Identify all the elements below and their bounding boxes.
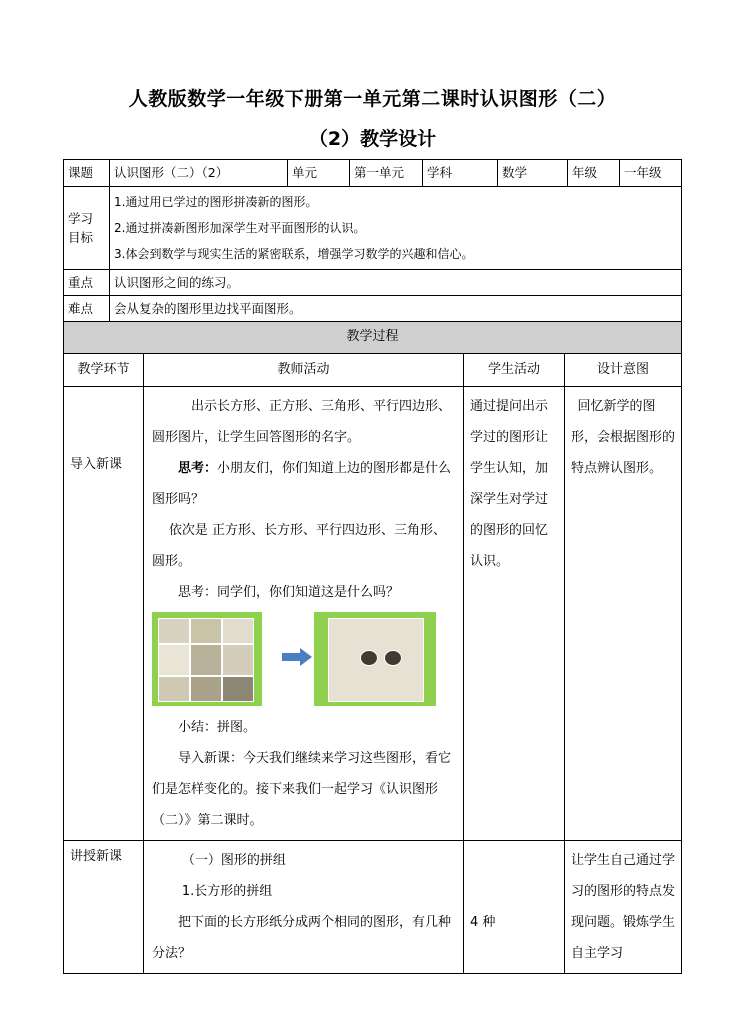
difficulty-value: 会从复杂的图形里边找平面图形。: [110, 296, 682, 322]
goal-item: 3.体会到数学与现实生活的紧密联系，增强学习数学的兴趣和信心。: [114, 247, 474, 261]
completed-puzzle-image: [314, 612, 436, 706]
subject-value: 数学: [498, 160, 568, 187]
doc-title-line1: 人教版数学一年级下册第一单元第二课时认识图形（二）: [128, 88, 617, 110]
think-text: 小朋友们，你们知道上边的图形都是什么图形吗？: [152, 461, 452, 507]
course-label: 课题: [64, 160, 110, 187]
think-question: [152, 453, 457, 515]
unit-label: 单元: [288, 160, 350, 187]
goal-item: 1.通过用已学过的图形拼凑新的图形。: [114, 195, 318, 209]
design-intent-new: 让学生自己通过学习的图形的特点发现问题。锻炼学生自主学习: [565, 841, 682, 974]
subsection-heading: 1.长方形的拼组: [181, 884, 273, 899]
arrow-right-icon: [282, 648, 312, 666]
puzzle-images: [152, 610, 457, 710]
stage-new-lesson: 讲授新课: [64, 841, 144, 974]
info-table: [63, 159, 682, 354]
student-activity-intro: 通过提问出示学过的图形让学生认知，加深学生对学过的图形的回忆认识。: [464, 387, 565, 841]
goals-label: 学习目标: [64, 187, 110, 270]
unit-value: 第一单元: [350, 160, 423, 187]
process-table: [63, 353, 682, 974]
process-title: 教学过程: [64, 322, 682, 354]
goals-list: [110, 187, 682, 270]
header-teacher: 教师活动: [144, 354, 464, 387]
subject-label: 学科: [423, 160, 498, 187]
grade-value: 一年级: [620, 160, 682, 187]
key-value: 认识图形之间的练习。: [110, 270, 682, 296]
think-label: 思考：: [178, 461, 218, 476]
scrambled-puzzle-image: [152, 612, 262, 706]
think-question-2: 思考：同学们，你们知道这是什么吗？: [178, 585, 400, 600]
header-stage: 教学环节: [64, 354, 144, 387]
grade-label: 年级: [568, 160, 620, 187]
section-heading: （一）图形的拼组: [181, 853, 286, 868]
teacher-activity-intro: [144, 387, 464, 841]
design-intent-intro: 回忆新学的图形，会根据图形的特点辨认图形。: [565, 387, 682, 841]
answer-text: 依次是 正方形、长方形、平行四边形、三角形、圆形。: [152, 523, 447, 569]
student-activity-new: 4 种: [464, 841, 565, 974]
header-student: 学生活动: [464, 354, 565, 387]
intro-text: 出示长方形、正方形、三角形、平行四边形、圆形图片，让学生回答图形的名字。: [152, 399, 452, 445]
course-value: 认识图形（二）（2）: [110, 160, 288, 187]
difficulty-label: 难点: [64, 296, 110, 322]
header-intent: 设计意图: [565, 354, 682, 387]
doc-title-line2: （2）教学设计: [308, 128, 437, 150]
teacher-activity-new: [144, 841, 464, 974]
summary-text: 小结：拼图。: [178, 720, 257, 735]
key-label: 重点: [64, 270, 110, 296]
goal-item: 2.通过拼凑新图形加深学生对平面图形的认识。: [114, 221, 366, 235]
lead-in-text: 导入新课：今天我们继续来学习这些图形，看它们是怎样变化的。接下来我们一起学习《认识图形（二）》第二课时。: [152, 751, 452, 828]
task-text: 把下面的长方形纸分成两个相同的图形，有几种分法？: [152, 915, 452, 961]
stage-intro: 导入新课: [64, 387, 144, 841]
